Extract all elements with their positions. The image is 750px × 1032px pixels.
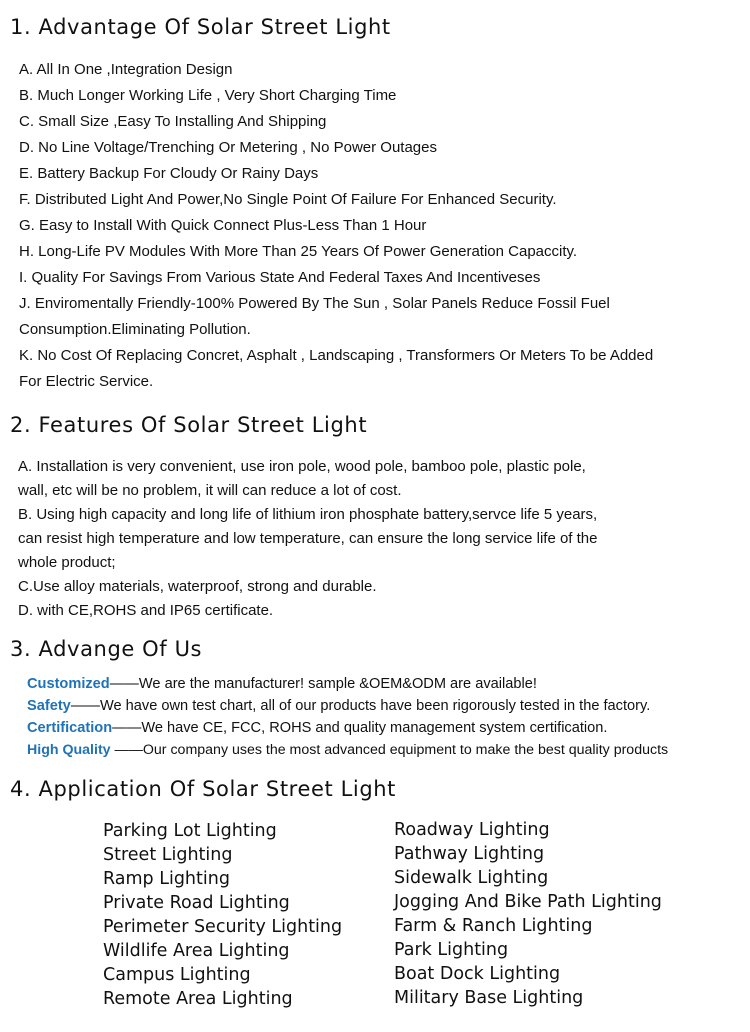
keyword-customized: Customized (27, 676, 110, 692)
advantage-row-certification (27, 720, 607, 736)
feature-item-b-cont: can resist high temperature and low temperature, can ensure the long service life of the (18, 530, 598, 547)
application-item: Jogging And Bike Path Lighting (394, 892, 662, 912)
advantage-item-k-cont: For Electric Service. (19, 373, 154, 390)
feature-item-a: A. Installation is very convenient, use iron pole, wood pole, bamboo pole, plastic pole, (18, 458, 586, 475)
application-item: Perimeter Security Lighting (103, 917, 343, 937)
application-item: Sidewalk Lighting (394, 868, 549, 888)
feature-item-d: D. with CE,ROHS and IP65 certificate. (18, 602, 274, 619)
advantage-item-i: I. Quality For Savings From Various State And Federal Taxes And Incentiveses (19, 269, 541, 286)
application-item: Street Lighting (103, 845, 233, 865)
application-item: Parking Lot Lighting (103, 821, 277, 841)
application-item: Pathway Lighting (394, 844, 545, 864)
advantage-row-high-quality (27, 742, 668, 758)
feature-item-a-cont: wall, etc will be no problem, it will can reduce a lot of cost. (18, 482, 402, 499)
keyword-safety: Safety (27, 698, 71, 714)
application-item: Campus Lighting (103, 965, 251, 985)
section-4-title: 4. Application Of Solar Street Light (10, 777, 397, 801)
keyword-high-quality: High Quality (27, 742, 115, 758)
application-item: Boat Dock Lighting (394, 964, 561, 984)
advantage-item-j-cont: Consumption.Eliminating Pollution. (19, 321, 251, 338)
feature-item-b: B. Using high capacity and long life of lithium iron phosphate battery,servce life 5 years, (18, 506, 598, 523)
advantage-item-g: G. Easy to Install With Quick Connect Plus-Less Than 1 Hour (19, 217, 427, 234)
desc-customized: ——We are the manufacturer! sample &OEM&ODM are available! (109, 676, 537, 692)
application-item: Remote Area Lighting (103, 989, 293, 1009)
application-item: Roadway Lighting (394, 820, 550, 840)
advantage-item-d: D. No Line Voltage/Trenching Or Metering , No Power Outages (19, 139, 437, 156)
feature-item-c: C.Use alloy materials, waterproof, strong and durable. (18, 578, 377, 595)
application-item: Private Road Lighting (103, 893, 290, 913)
advantage-item-b: B. Much Longer Working Life , Very Short Charging Time (19, 87, 397, 104)
application-item: Wildlife Area Lighting (103, 941, 290, 961)
desc-certification: ——We have CE, FCC, ROHS and quality management system certification. (112, 720, 608, 736)
advantage-item-j: J. Enviromentally Friendly-100% Powered By The Sun , Solar Panels Reduce Fossil Fuel (19, 295, 610, 312)
advantage-row-customized (27, 676, 537, 692)
application-item: Military Base Lighting (394, 988, 584, 1008)
section-2-title: 2. Features Of Solar Street Light (10, 413, 368, 437)
feature-item-b-cont-2: whole product; (18, 554, 116, 571)
section-1-title: 1. Advantage Of Solar Street Light (10, 15, 391, 39)
keyword-certification: Certification (27, 720, 113, 736)
advantage-item-c: C. Small Size ,Easy To Installing And Shipping (19, 113, 327, 130)
advantage-item-a: A. All In One ,Integration Design (19, 61, 233, 78)
application-item: Ramp Lighting (103, 869, 230, 889)
advantage-row-safety (27, 698, 650, 714)
advantage-item-h: H. Long-Life PV Modules With More Than 25 Years Of Power Generation Capaccity. (19, 243, 578, 260)
desc-high-quality: ——Our company uses the most advanced equipment to make the best quality products (114, 742, 669, 758)
advantage-item-f: F. Distributed Light And Power,No Single Point Of Failure For Enhanced Security. (19, 191, 557, 208)
section-3-title: 3. Advange Of Us (10, 637, 203, 661)
application-item: Farm & Ranch Lighting (394, 916, 593, 936)
desc-safety: ——We have own test chart, all of our products have been rigorously tested in the factory. (70, 698, 651, 714)
advantage-item-k: K. No Cost Of Replacing Concret, Asphalt , Landscaping , Transformers Or Meters To be Added (19, 347, 654, 364)
application-item: Park Lighting (394, 940, 509, 960)
advantage-item-e: E. Battery Backup For Cloudy Or Rainy Days (19, 165, 319, 182)
